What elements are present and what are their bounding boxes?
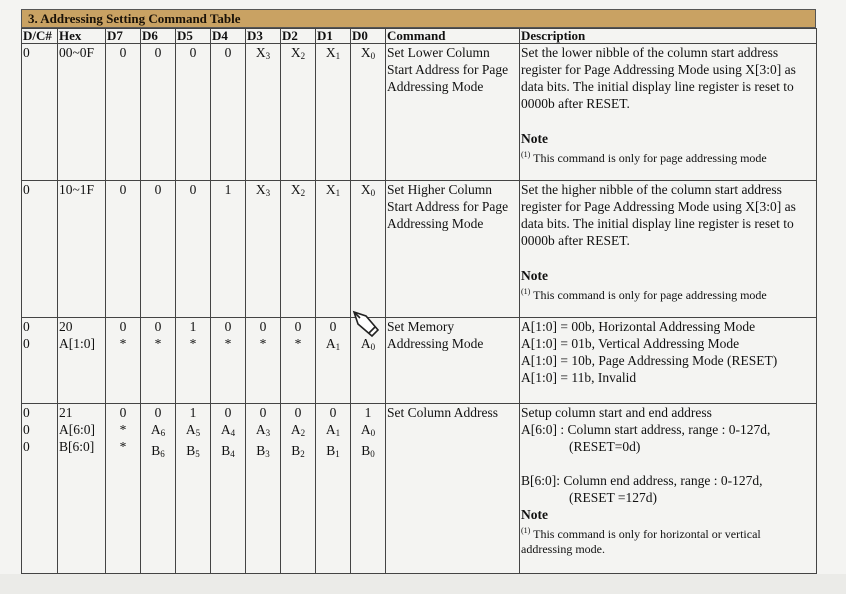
dc-cell: 0 [22, 181, 58, 318]
col-header-d3: D3 [246, 29, 281, 44]
command-table-document [21, 9, 816, 574]
bit-cell: 0 * [106, 318, 141, 404]
addressing-command-table [21, 28, 817, 574]
bit-cell: $X_0$ [351, 44, 386, 181]
col-header-dc: D/C# [22, 29, 58, 44]
col-header-command: Command [386, 29, 520, 44]
col-header-d6: D6 [141, 29, 176, 44]
description-cell: Set the lower nibble of the column start address register for Page Addressing Mode using X[3:0] as data bits. The initial display line register is reset to 0000b after RESET. Note $^{(1)}$ This command is only for page addressing mode [520, 44, 817, 181]
col-header-d0: D0 [351, 29, 386, 44]
table-title: 3. Addressing Setting Command Table [21, 9, 816, 28]
hex-cell: 21 A[6:0] B[6:0] [58, 404, 106, 574]
description-cell: A[1:0] = 00b, Horizontal Addressing Mode A[1:0] = 01b, Vertical Addressing Mode A[1:0] = 10b, Page Addressing Mode (RESET) A[1:0] = 11b, Invalid [520, 318, 817, 404]
col-header-description: Description [520, 29, 817, 44]
note-text: $^{(1)}$ This command is only for horizontal or vertical addressing mode. [521, 526, 761, 556]
note-text: $^{(1)}$ This command is only for page addressing mode [521, 150, 767, 165]
bottom-margin [0, 574, 846, 594]
bit-cell: 0 [176, 181, 211, 318]
bit-cell: $X_1$ [316, 44, 351, 181]
bit-cell: 0 [141, 44, 176, 181]
col-header-d4: D4 [211, 29, 246, 44]
bit-cell: $X_2$ [281, 181, 316, 318]
bit-cell: 0 * [281, 318, 316, 404]
bit-cell: 0 $A_2$ $B_2$ [281, 404, 316, 574]
bit-cell: 0 * [141, 318, 176, 404]
command-cell: Set Memory Addressing Mode [386, 318, 520, 404]
hex-cell: 10~1F [58, 181, 106, 318]
bit-cell: 1 $A_5$ $B_5$ [176, 404, 211, 574]
bit-cell: 0 $A_3$ $B_3$ [246, 404, 281, 574]
dc-cell: 0 [22, 44, 58, 181]
header-row [22, 29, 817, 44]
note-title: Note [521, 268, 548, 283]
description-cell: Setup column start and end address A[6:0] : Column start address, range : 0-127d, (RESET=0d) B[6:0]: Column end address, range : 0-127d, (RESET =127d) Note $^{(1)}$ This command is only for horizontal or vertical addressing mode. [520, 404, 817, 574]
hex-cell: 20 A[1:0] [58, 318, 106, 404]
command-cell: Set Lower Column Start Address for Page Addressing Mode [386, 44, 520, 181]
command-cell: Set Higher Column Start Address for Page Addressing Mode [386, 181, 520, 318]
col-header-d7: D7 [106, 29, 141, 44]
description-cell: Set the higher nibble of the column start address register for Page Addressing Mode using X[3:0] as data bits. The initial display line register is reset to 0000b after RESET. Note $^{(1)}$ This command is only for page addressing mode [520, 181, 817, 318]
hex-cell: 00~0F [58, 44, 106, 181]
bit-cell: 0 [106, 44, 141, 181]
bit-cell: 0 $A_1$ [316, 318, 351, 404]
bit-cell: 0 $A_6$ $B_6$ [141, 404, 176, 574]
bit-cell: 0 * [211, 318, 246, 404]
command-cell: Set Column Address [386, 404, 520, 574]
bit-cell: 0 $A_1$ $B_1$ [316, 404, 351, 574]
bit-cell: $X_3$ [246, 181, 281, 318]
pen-cursor-icon [352, 310, 380, 338]
note-text: $^{(1)}$ This command is only for page addressing mode [521, 287, 767, 302]
dc-cell: 0 0 [22, 318, 58, 404]
table-row [22, 404, 817, 574]
bit-cell: 0 [176, 44, 211, 181]
bit-cell: 1 $A_0$ $B_0$ [351, 404, 386, 574]
note-title: Note [521, 131, 548, 146]
bit-cell: 0 * * [106, 404, 141, 574]
bit-cell: 0 [106, 181, 141, 318]
col-header-d1: D1 [316, 29, 351, 44]
table-row [22, 44, 817, 181]
bit-cell: $A_0$ [351, 318, 386, 404]
bit-cell: 0 [211, 44, 246, 181]
bit-cell: 1 [211, 181, 246, 318]
bit-cell: $X_1$ [316, 181, 351, 318]
bit-cell: $X_3$ [246, 44, 281, 181]
bit-cell: 0 * [246, 318, 281, 404]
bit-cell: $X_0$ [351, 181, 386, 318]
bit-cell: 1 * [176, 318, 211, 404]
col-header-d5: D5 [176, 29, 211, 44]
col-header-hex: Hex [58, 29, 106, 44]
table-row [22, 181, 817, 318]
note-title: Note [521, 507, 548, 522]
bit-cell: 0 $A_4$ $B_4$ [211, 404, 246, 574]
dc-cell: 0 0 0 [22, 404, 58, 574]
bit-cell: 0 [141, 181, 176, 318]
col-header-d2: D2 [281, 29, 316, 44]
table-row [22, 318, 817, 404]
bit-cell: $X_2$ [281, 44, 316, 181]
